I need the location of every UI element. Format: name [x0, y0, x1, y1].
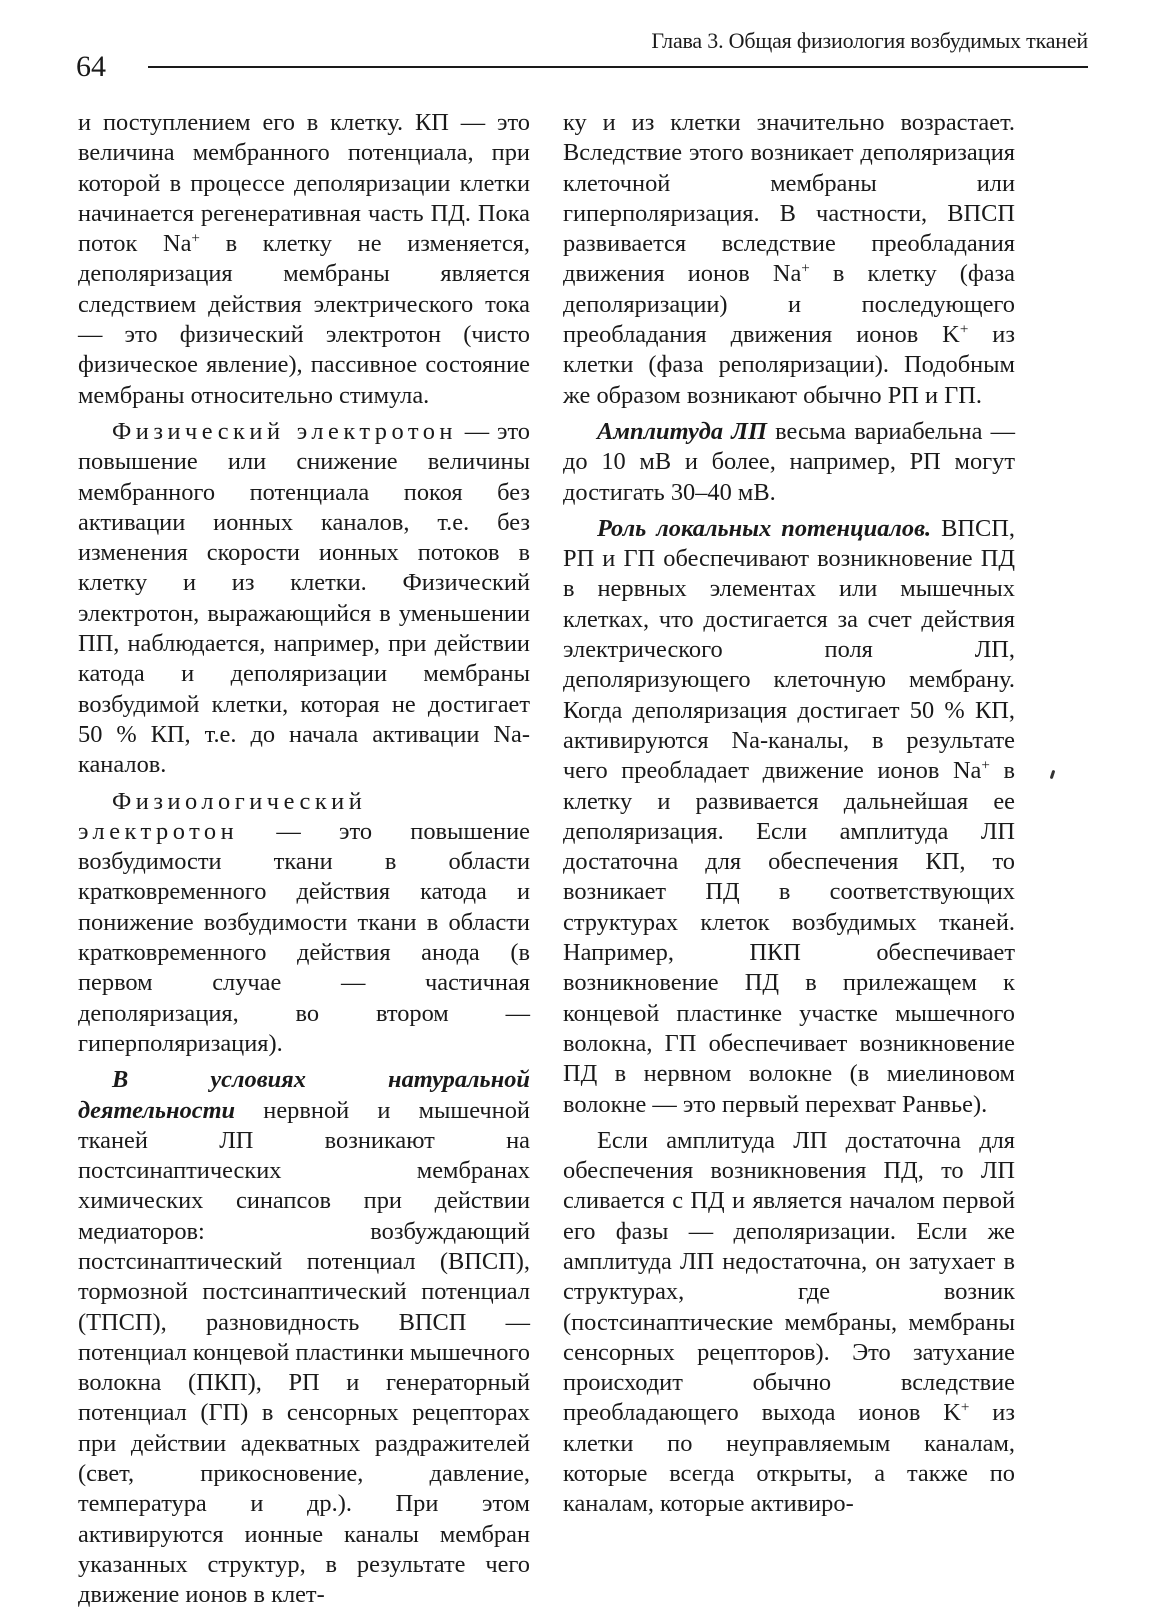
left-column [78, 108, 530, 1611]
text-run: Если амплитуда ЛП достаточна для обеспечения возникновения ПД, то ЛП сливается с ПД и является началом первой его фазы — деполяризации. Если же амплитуда ЛП недостаточна, он затухает в структурах, где возник (постсинаптические мембраны, мембраны сенсорных рецепторов). Это затухание происходит обычно вследствие преобладающего выхода ионов K [563, 1126, 1015, 1427]
run-in-heading: Амплитуда ЛП [597, 417, 767, 445]
text-run: в клетку не изменяется, деполяризация мембраны является следствием действия электрического тока — это физический электротон (чисто физическое явление), пассивное состояние мембраны относительно стимула. [78, 230, 530, 409]
text-run: и поступлением его в клетку. КП — это величина мембранного потенциала, при которой в процессе деполяризации клетки начинается регенеративная часть ПД. Пока поток Na [78, 109, 530, 258]
text-run: в клетку (фаза деполяризации) и последующего преобладания движения ионов K [563, 260, 1015, 349]
text-run: ВПСП, РП и ГП обеспечивают возникновение ПД в нервных элементах или мышечных клетках, что достигается за счет действия электрического поля ЛП, деполяризующего клеточную мембрану. Когда деполяризация достигает 50 % КП, активируются Na-каналы, в результате чего преобладает движение ионов Na [563, 514, 1015, 785]
text-run: весьма вариабельна — до 10 мВ и более, например, РП могут достигать 30–40 мВ. [563, 417, 1015, 506]
running-head: Глава 3. Общая физиология возбудимых тканей [651, 28, 1088, 53]
right-column [563, 108, 1015, 1520]
paragraph [78, 1065, 530, 1610]
term-physiological-electrotone: Физиологический электротон [78, 787, 367, 845]
superscript: + [801, 261, 810, 278]
superscript: + [191, 230, 200, 247]
paragraph [78, 787, 530, 1060]
text-run: нервной и мышечной тканей ЛП возникают на постсинаптических мембранах химических синапсов при действии медиаторов: возбуждающий постсинаптический потенциал (ВПСП), тормозной постсинаптический потенциал (ТПСП), разновидность ВПСП — потенциал концевой пластинки мышечного волокна (ПКП), РП и генераторный потенциал (ГП) в сенсорных рецепторах при действии адекватных раздражителей (свет, прикосновение, давление, температура и др.). При этом активируются ионные каналы мембран указанных структур, в результате чего движение ионов в клет- [78, 1096, 530, 1609]
superscript: + [981, 757, 990, 774]
text-run: — это повышение или снижение величины мембранного потенциала покоя без активации ионных каналов, т.е. без изменения скорости ионных потоков в клетку и из клетки. Физический электротон, выражающийся в уменьшении ПП, наблюдается, например, при действии катода и деполяризации мембраны возбудимой клетки, которая не достигает 50 % КП, т.е. до начала активации Na-каналов. [78, 417, 530, 779]
page-number: 64 [76, 50, 106, 83]
paragraph [563, 514, 1015, 1120]
superscript: + [960, 1400, 970, 1417]
paragraph [78, 417, 530, 781]
scan-speck [1050, 770, 1056, 779]
paragraph [78, 108, 530, 411]
superscript: + [959, 321, 969, 338]
paragraph [563, 1126, 1015, 1520]
text-run: в клетку и развивается дальнейшая ее деполяризация. Если амплитуда ЛП достаточна для обеспечения КП, то возникает ПД в соответствующих структурах клеток возбудимых тканей. Например, ПКП обеспечивает возникновение ПД в прилежащем к концевой пластинке участке мышечного волокна, ГП обеспечивает возникновение ПД в нервном волокне (в миелиновом волокне — это первый перехват Ранвье). [563, 757, 1015, 1118]
header-rule [148, 66, 1088, 68]
text-run: ку и из клетки значительно возрастает. Вследствие этого возникает деполяризация клеточной мембраны или гиперполяризация. В частности, ВПСП развивается вследствие преобладания движения ионов Na [563, 109, 1015, 288]
text-run: из клетки по неуправляемым каналам, которые всегда открыты, а также по каналам, которые активиро- [563, 1399, 1015, 1518]
run-in-heading: Роль локальных потенциалов. [597, 514, 932, 542]
text-run: — это повышение возбудимости ткани в области кратковременного действия катода и понижение возбудимости ткани в области кратковременного действия анода (в первом случае — частичная деполяризация, во втором — гиперполяризация). [78, 817, 530, 1057]
paragraph [563, 108, 1015, 411]
term-physical-electrotone: Физический электротон [112, 417, 457, 445]
page-header [76, 26, 1088, 83]
text-run: из клетки (фаза реполяризации). Подобным же образом возникают обычно РП и ГП. [563, 321, 1015, 409]
run-in-heading: В условиях натуральной деятельности [78, 1066, 530, 1124]
paragraph [563, 417, 1015, 508]
